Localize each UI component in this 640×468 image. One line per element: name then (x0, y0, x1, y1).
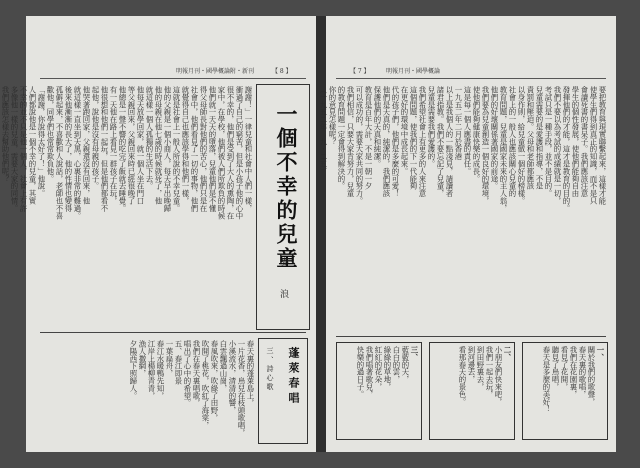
text-line: 他們的好壞關係著國家的前途。 (490, 86, 499, 190)
text-line: 我們應該怎樣去幫助他們呢？ (1, 86, 10, 183)
poem-body (40, 340, 254, 442)
text-line: 會讀死書的書呆子。我們應該注意 (580, 86, 589, 197)
text-line: 以上是我個人的一點淺見，請讀者 (445, 86, 454, 197)
songs-section (336, 342, 606, 442)
text-line: 夕陽西下照歸人。 (129, 340, 138, 400)
text-line: 一葉扁舟， (165, 340, 174, 377)
text-line: 要把教育與現實聯繫起來，這樣才能 (598, 86, 607, 205)
text-line: 責罰和壓迫。父母和老師都應該 (526, 86, 535, 190)
text-line: 兒童是需要我們愛護的。 (427, 86, 436, 168)
text-line: 我們要為兒童創造一個良好的環境， (481, 86, 490, 205)
text-line: 吹開了桃花，吹紅了海棠， (201, 340, 210, 429)
text-line: 社會中，他們看見了一切的事物，他們 (190, 86, 199, 212)
text-line: （一九五二年 九・二五） (319, 86, 328, 175)
song-line: 綠綠的草地， (383, 346, 392, 391)
text-line: 教育問題，兒童是國家未來的主人翁， (499, 86, 508, 212)
poem-title-box (258, 338, 308, 444)
text-line: 我們希望社會上有更多的人來注意 (418, 86, 427, 197)
text-line: 就這樣一個人孤獨的生活下去。 (145, 86, 154, 190)
text-line: 他們是天真的，純潔的，我們應該 (382, 86, 391, 197)
section-divider (336, 336, 606, 337)
song-line: 聽見了鳥唱， (551, 346, 560, 391)
story-author: 麥 浪 (278, 257, 288, 308)
header-rule (336, 78, 606, 79)
text-line: 漁人撒網， (138, 340, 147, 377)
text-line: 你的意見怎樣呢？ (328, 86, 337, 146)
text-line: 孤僻起來，不喜歡和人說話，老師也不喜 (55, 86, 64, 220)
song-line: 藍藍的天， (401, 346, 410, 383)
essay-body (319, 86, 607, 330)
text-line: 他們就一天天的墮落，兒童他們是不懂 (208, 86, 217, 212)
text-line: 謝謝！」一律兒童和社會中人們一樣， (244, 86, 253, 212)
text-line: 春風吹來，吹綠了田野， (210, 340, 219, 422)
text-line: 教育是百年大計，不是一朝一夕 (364, 86, 373, 190)
text-line: 在更好的環境中成長起來。 (400, 86, 409, 175)
song-line: 我們唱著歌兒， (365, 346, 374, 398)
text-line: 等父親回來，父親回來時已經很晚了 (127, 86, 136, 205)
text-line: 後來他漸漸的長大了，他的性情也變得 (64, 86, 73, 212)
text-line: 五、春江即景 (174, 340, 183, 385)
text-line: 就這樣一直坐到天黑，心裏非常的難過。 (73, 86, 82, 220)
song-line: 快樂的過日子。 (356, 346, 365, 398)
right-page (319, 16, 616, 452)
text-line: 江岸上楊柳青青， (147, 340, 156, 400)
text-line: 很不幸的，他們是受到了大人的熏陶，在 (226, 86, 235, 220)
text-line: 以身作則，給兒童做一個好的榜樣。 (517, 86, 526, 205)
text-line: 他哭著跑回家，父親還沒有回來，他 (82, 86, 91, 205)
song-line: 我們在花園裏， (569, 346, 578, 398)
text-line: 他總是一聲不響的吃完了飯就去睡覺。 (118, 86, 127, 212)
song-line: 我們一起去玩， (485, 346, 494, 398)
song-line: 到河邊去， (467, 346, 476, 383)
text-line: 這就是社會上一般人所說的不幸兒童。 (172, 86, 181, 212)
text-line: 的教育問題一定會得到解決的。 (337, 86, 346, 190)
text-line: 他的母親在他七歲的時候就死了，他 (154, 86, 163, 205)
section-divider (40, 332, 306, 333)
text-line: 他的父親是一個小商人，每天早出晚歸 (163, 86, 172, 212)
text-line: 有一天他在路上看見一群孩子在玩， (109, 86, 118, 205)
song-block (429, 342, 515, 440)
text-line: 我們不要以為考試的成績就是一切， (553, 86, 562, 205)
song-block (336, 342, 422, 440)
song-line: 小朋友們快來吧， (494, 346, 503, 406)
left-page-header: 明報月刊・國學概論附・新刊 (176, 68, 255, 75)
text-line: 唱出了心中的希望。 (183, 340, 192, 407)
song-line: 春天裏的歌唱， (578, 346, 587, 398)
text-line: 春天裏的蓬萊島上， (246, 340, 255, 407)
text-line: 兒童需要的是愛護和指導，不是 (535, 86, 544, 190)
song-block (522, 342, 608, 440)
right-page-header: 明報月刊・國學概論 (386, 68, 441, 75)
song-heading: 二、 (503, 346, 512, 361)
text-line: 得父母師長對他們的苦心，他們只是在 (199, 86, 208, 212)
text-line: 我們在春天裏唱歌， (192, 340, 201, 407)
text-line: 這個問題，使我們的下一代能夠 (409, 86, 418, 190)
text-line: 考試只是一種手段，並不是目的。 (544, 86, 553, 197)
song-line: 白白的雲， (392, 346, 401, 383)
text-line: 一片花香，鳥兒在枝頭歌唱， (237, 340, 246, 437)
text-line: 人們都說他是一個不幸的兒童，其實 (28, 86, 37, 205)
text-line: 就覺得自己也應該學得和他們一樣， (181, 86, 190, 205)
text-line: 諸君指教。我們不要忘記了兒童， (436, 86, 445, 197)
text-line: 一九五二年二月於香港 (454, 86, 463, 160)
text-line: 代的孩子們，他們是多麼的可愛！ (391, 86, 400, 197)
text-line: 可以成功的，需要大家共同的努力。 (355, 86, 364, 205)
story-title-box (256, 84, 310, 330)
text-line: 保護他們的天真和純潔。 (373, 86, 382, 168)
text-line: 小溪流水，清清的響， (228, 340, 237, 414)
story-title: 一個不幸的兒童 (274, 103, 299, 271)
text-line: 使學生們得到真正的知識，而不是只 (589, 86, 598, 205)
song-heading: 一、 (596, 346, 605, 361)
text-line: 我們相信，只要大家肯努力，兒童 (346, 86, 355, 197)
text-line: 使他們能夠健康快樂的成長。 (472, 86, 481, 183)
song-line: 看那春天的景色。 (458, 346, 467, 406)
text-line: 歡他，同學們也常常欺負他。 (46, 86, 55, 183)
right-page-number: 【 7 】 (350, 68, 370, 75)
text-line: 社會上的一般人也應該關心兒童的 (508, 86, 517, 197)
song-heading: 三、 (410, 346, 419, 361)
poem-subtitle: 三、詩心歌 (266, 347, 274, 392)
text-line: 起他，說他是沒有母親的孩子。 (91, 86, 100, 190)
text-line: 「謝謝，你說得太好了！」他說。 (37, 86, 46, 197)
poem-title: 蓬萊春唱 (287, 347, 300, 407)
song-line: 看見了花開， (560, 346, 569, 391)
song-line: 關於我們的歌聲， (587, 346, 596, 406)
left-page (1, 16, 316, 452)
story-body (1, 86, 253, 326)
left-page-number: 【 8 】 (272, 68, 292, 75)
text-line: 他很想和他們一起玩，但是他們都看不 (100, 86, 109, 212)
text-line: 衝過了自己的窮苦，但是小孩子他的心中 (235, 86, 244, 220)
header-rule (40, 78, 306, 79)
text-line: 發揮他們的才能，這才是教育的目的。 (562, 86, 571, 212)
song-line: 到田野裏去， (476, 346, 485, 391)
text-line: 春江水暖鴨先知， (156, 340, 165, 400)
text-line: 白雲飄過山崗， (219, 340, 228, 392)
text-line: 這是每一個人應盡的責任。 (463, 86, 472, 175)
text-line: 多像他一樣的兒童，需要大家的同情。 (10, 86, 19, 212)
text-line: 學生的個性發展，使他們能夠自由 (571, 86, 580, 197)
song-line: 春天是多麼的美好！ (542, 346, 551, 413)
text-line: 家中，在學校，他們被人們所欺負的時候 (217, 86, 226, 220)
text-line: 不幸的並不只是他一個人，社會上有許 (19, 86, 28, 212)
song-line: 紅紅的花朵， (374, 346, 383, 391)
text-line: 他每天放學回家，就一個人坐在門口 (136, 86, 145, 205)
